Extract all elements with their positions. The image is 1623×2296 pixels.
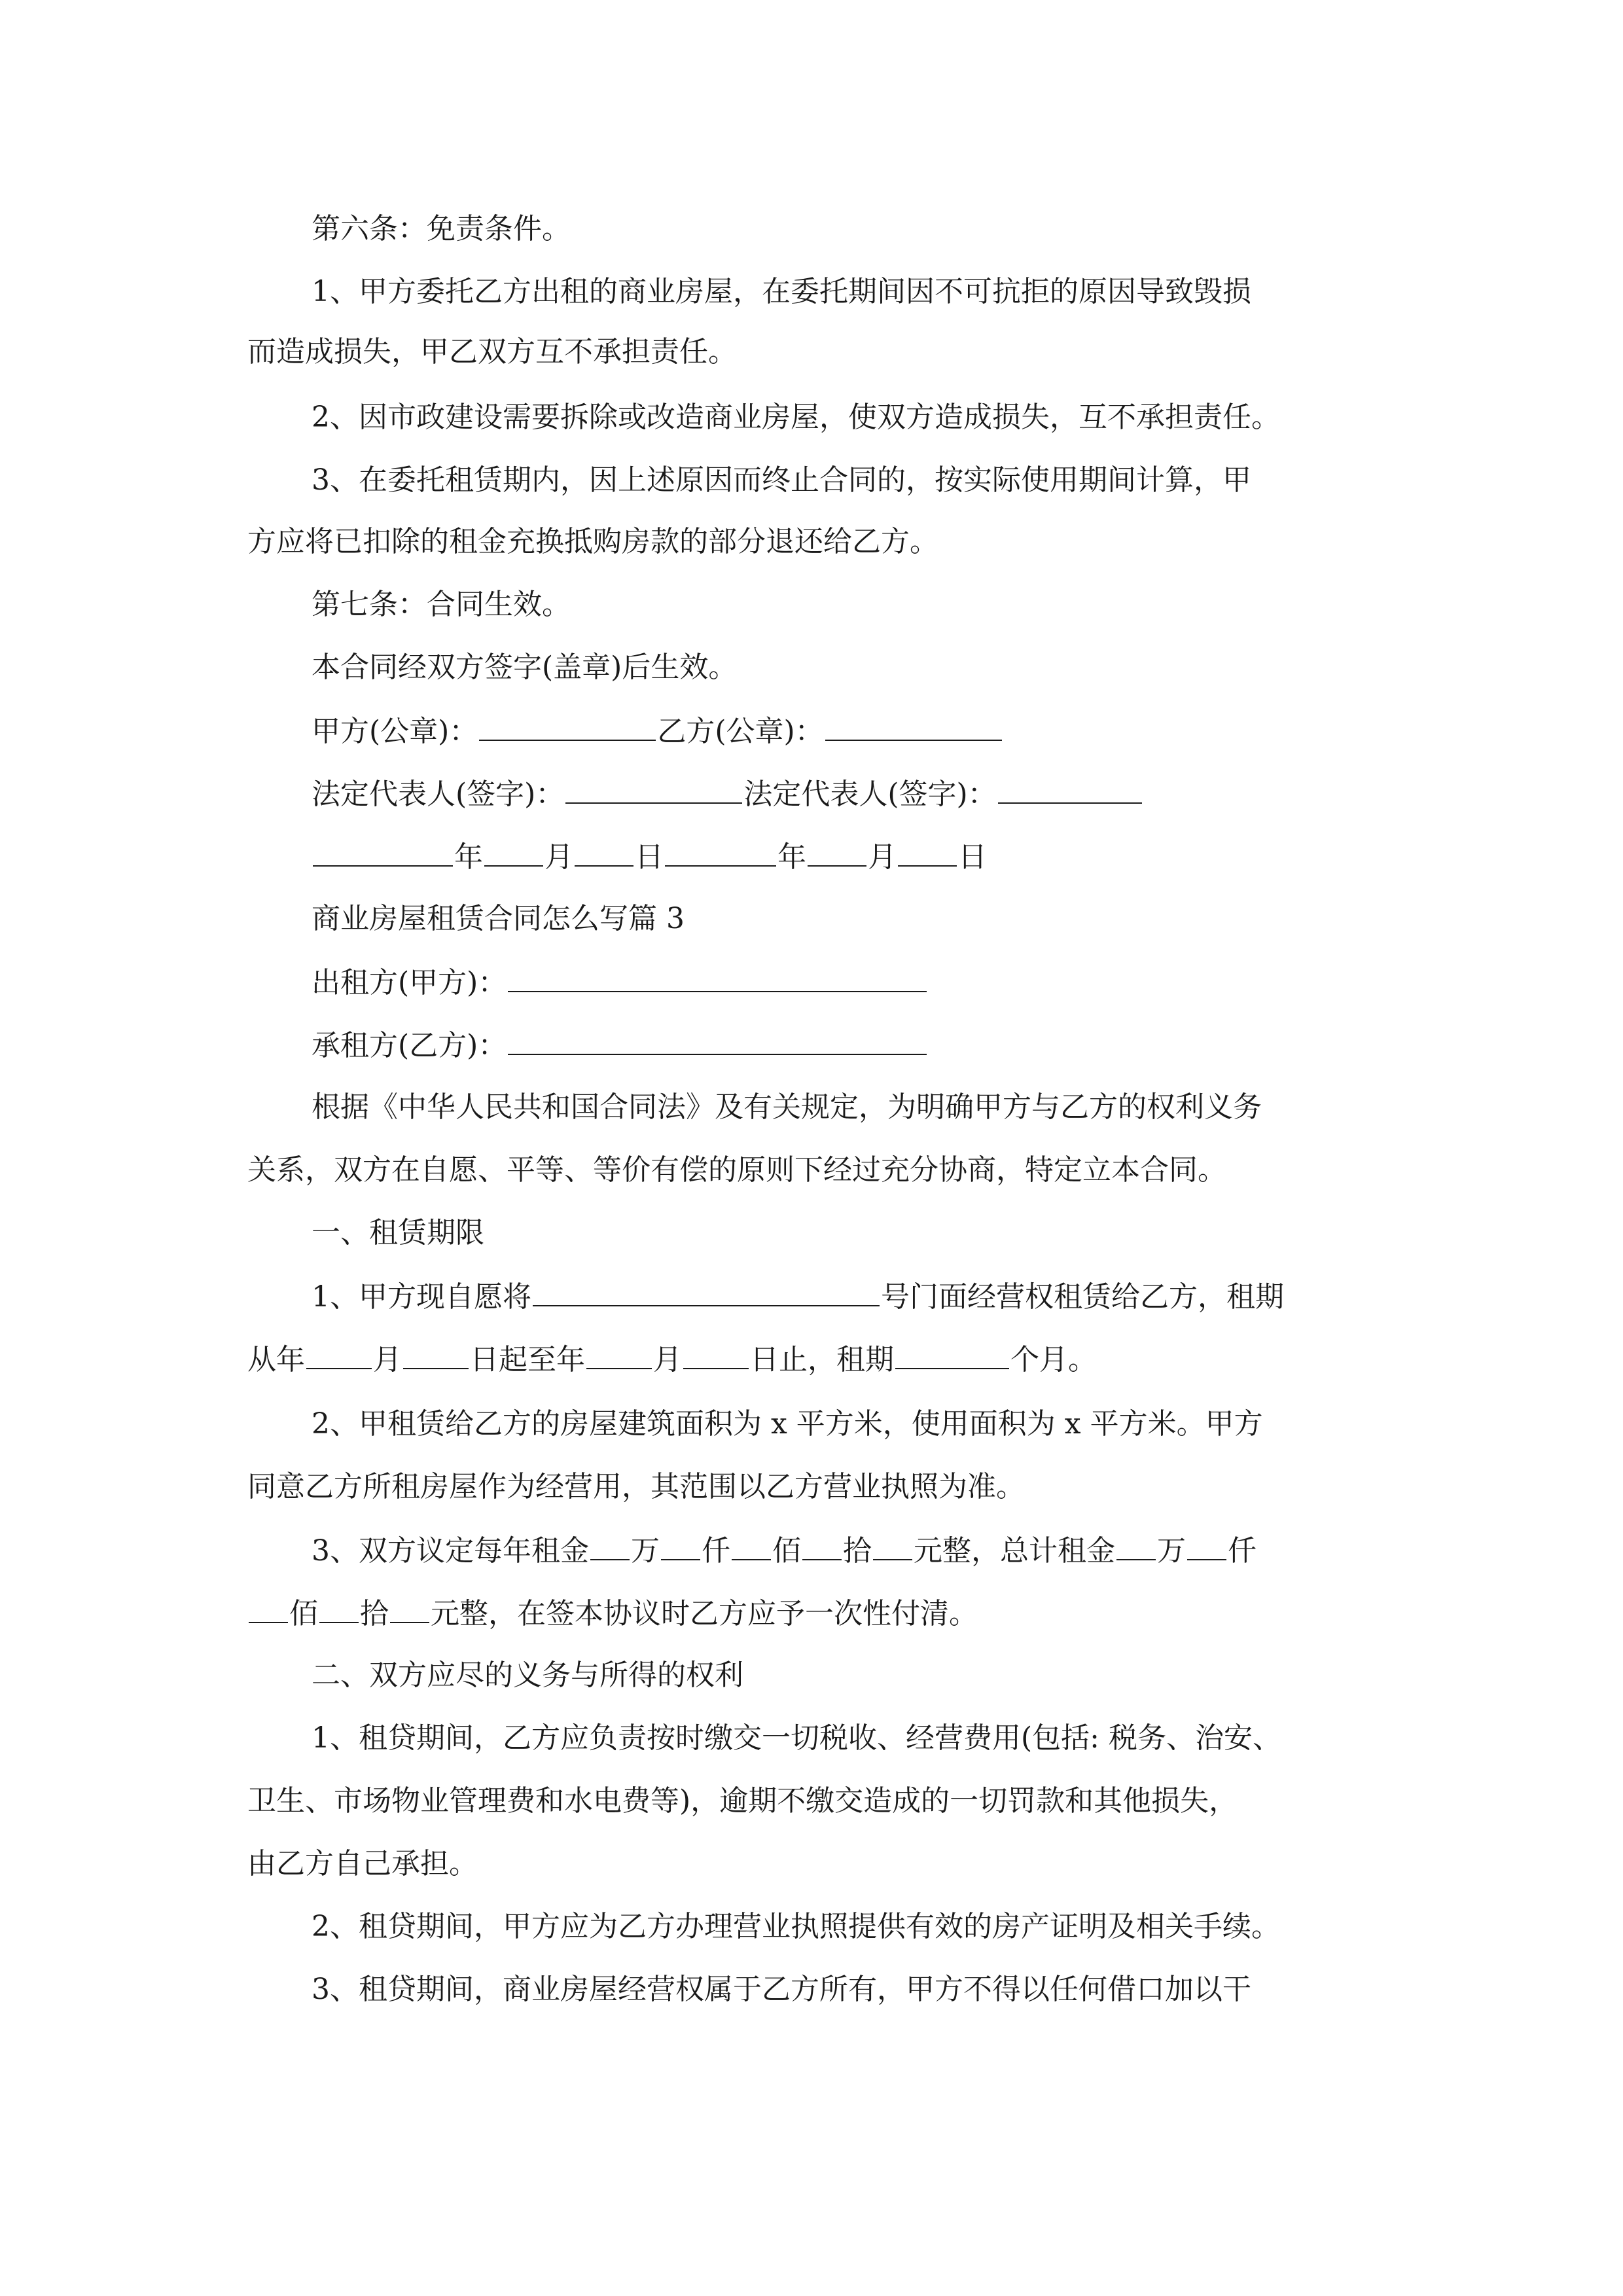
total-yuan-blank[interactable]: [390, 1593, 429, 1623]
clause-text: 3、双方议定每年租金: [312, 1534, 589, 1568]
paragraph-text: 根据《中华人民共和国合同法》及有关规定，为明确甲方与乙方的权利义务: [312, 1090, 1262, 1124]
annual-wan-blank[interactable]: [590, 1530, 630, 1560]
duty-clause-1-cont: [247, 1782, 1238, 1821]
clause-text: 月: [653, 1343, 682, 1376]
clause-text: 3、在委托租赁期内，因上述原因而终止合同的，按实际使用期间计算，甲: [312, 463, 1251, 497]
term-clause-1: [312, 1276, 1284, 1317]
unit-text: 佰: [289, 1597, 318, 1630]
clause-text: 1、甲方现自愿将: [312, 1280, 531, 1314]
article-7-text: [312, 648, 737, 687]
heading-text: 二、双方应尽的义务与所得的权利: [312, 1659, 743, 1692]
lessor-label: 出租方(甲方)：: [312, 966, 507, 999]
clause-text: 卫生、市场物业管理费和水电费等)，逾期不缴交造成的一切罚款和其他损失，: [247, 1784, 1238, 1818]
unit-text: 仟: [702, 1534, 730, 1568]
clause-text: 2、租贷期间，甲方应为乙方办理营业执照提供有效的房产证明及相关手续。: [312, 1910, 1280, 1943]
unit-text: 万: [631, 1534, 660, 1568]
article-7-title: [312, 585, 571, 624]
date-a-year-blank[interactable]: [313, 836, 453, 867]
duty-clause-3: [312, 1970, 1251, 2009]
clause-text: 方应将已扣除的租金充换抵购房款的部分退还给乙方。: [247, 525, 938, 558]
clause-text: 个月。: [1010, 1343, 1097, 1376]
year-label: 年: [777, 840, 806, 874]
total-bai-blank[interactable]: [249, 1593, 288, 1623]
clause-text: 从年: [247, 1343, 305, 1376]
clause-text: 日止，租期: [750, 1343, 894, 1376]
month-label: 月: [868, 840, 897, 874]
article-7-title-text: 第七条：合同生效。: [312, 588, 571, 621]
article-6-title-text: 第六条：免责条件。: [312, 212, 571, 245]
unit-text: 拾: [360, 1597, 389, 1630]
total-wan-blank[interactable]: [1116, 1530, 1156, 1560]
unit-text: 佰: [772, 1534, 801, 1568]
intro-paragraph: [312, 1088, 1262, 1127]
clause-text: 而造成损失，甲乙双方互不承担责任。: [247, 335, 737, 368]
lessor-line: [312, 962, 928, 1003]
article-6-clause-1-cont: [247, 332, 737, 372]
article-6-clause-1: [312, 272, 1251, 312]
clause-text: 本合同经双方签字(盖章)后生效。: [312, 651, 738, 684]
annual-shi-blank[interactable]: [802, 1530, 842, 1560]
paragraph-text: 关系，双方在自愿、平等、等价有偿的原则下经过充分协商，特定立本合同。: [247, 1153, 1226, 1187]
month-label: 月: [544, 840, 573, 874]
start-month-blank[interactable]: [306, 1339, 372, 1369]
party-a-seal-label: 甲方(公章)：: [312, 715, 478, 748]
clause-text: 2、甲租赁给乙方的房屋建筑面积为 x 平方米，使用面积为 x 平方米。甲方: [312, 1407, 1263, 1441]
signature-seal-line: [312, 711, 1003, 751]
duty-clause-1-cont2: [247, 1844, 478, 1884]
annual-yuan-blank[interactable]: [873, 1530, 912, 1560]
unit-text: 万: [1157, 1534, 1186, 1568]
term-clause-2-cont: [247, 1467, 1025, 1507]
rep-a-blank[interactable]: [565, 774, 742, 804]
end-day-blank[interactable]: [683, 1339, 749, 1369]
term-clause-3: [312, 1530, 1257, 1571]
rep-b-label: 法定代表人(签字)：: [743, 778, 997, 811]
term-clause-3-cont: [247, 1593, 978, 1634]
clause-text: 元整，在签本协议时乙方应予一次性付清。: [431, 1597, 978, 1630]
clause-text: 1、租贷期间，乙方应负责按时缴交一切税收、经营费用(包括: 税务、治安、: [312, 1721, 1281, 1755]
clause-text: 3、租贷期间，商业房屋经营权属于乙方所有，甲方不得以任何借口加以干: [312, 1973, 1251, 2006]
date-b-month-blank[interactable]: [808, 836, 866, 867]
article-6-clause-3: [312, 461, 1251, 500]
clause-text: 元整，总计租金: [914, 1534, 1115, 1568]
end-month-blank[interactable]: [586, 1339, 652, 1369]
unit-text: 拾: [843, 1534, 872, 1568]
clause-text: 同意乙方所租房屋作为经营用，其范围以乙方营业执照为准。: [247, 1470, 1025, 1503]
clause-text: 号门面经营权租赁给乙方，租期: [881, 1280, 1284, 1314]
duty-clause-2: [312, 1907, 1280, 1946]
party-a-seal-blank[interactable]: [479, 711, 656, 741]
date-a-month-blank[interactable]: [484, 836, 543, 867]
total-qian-blank[interactable]: [1187, 1530, 1226, 1560]
party-b-seal-blank[interactable]: [825, 711, 1002, 741]
party-b-seal-label: 乙方(公章)：: [657, 715, 824, 748]
lessor-blank[interactable]: [508, 962, 927, 992]
article-6-clause-3-cont: [247, 522, 938, 562]
clause-text: 月: [373, 1343, 402, 1376]
year-label: 年: [454, 840, 483, 874]
lessee-label: 承租方(乙方)：: [312, 1029, 507, 1062]
clause-text: 日起至年: [470, 1343, 585, 1376]
clause-text: 2、因市政建设需要拆除或改造商业房屋，使双方造成损失，互不承担责任。: [312, 401, 1280, 434]
annual-qian-blank[interactable]: [661, 1530, 700, 1560]
clause-text: 1、甲方委托乙方出租的商业房屋，在委托期间因不可抗拒的原因导致毁损: [312, 275, 1251, 308]
rep-a-label: 法定代表人(签字)：: [312, 778, 565, 811]
heading-text: 一、租赁期限: [312, 1216, 484, 1249]
date-line: [312, 836, 987, 877]
unit-text: 仟: [1228, 1534, 1257, 1568]
rep-b-blank[interactable]: [998, 774, 1142, 804]
date-b-year-blank[interactable]: [665, 836, 776, 867]
heading-obligations: [312, 1656, 743, 1695]
date-a-day-blank[interactable]: [575, 836, 633, 867]
duty-clause-1: [312, 1719, 1281, 1758]
date-b-day-blank[interactable]: [898, 836, 957, 867]
section-title-text: 商业房屋租赁合同怎么写篇 3: [312, 902, 685, 935]
term-months-blank[interactable]: [895, 1339, 1009, 1369]
section-3-title: [312, 899, 685, 939]
clause-text: 由乙方自己承担。: [247, 1847, 478, 1880]
heading-lease-term: [312, 1213, 484, 1253]
day-label: 日: [958, 840, 987, 874]
annual-bai-blank[interactable]: [732, 1530, 771, 1560]
intro-paragraph-cont: [247, 1151, 1226, 1190]
lessee-line: [312, 1025, 928, 1066]
shop-number-blank[interactable]: [533, 1276, 880, 1306]
day-label: 日: [635, 840, 664, 874]
start-day-blank[interactable]: [403, 1339, 469, 1369]
term-clause-1-cont: [247, 1339, 1097, 1380]
article-6-clause-2: [312, 398, 1280, 437]
total-shi-blank[interactable]: [319, 1593, 359, 1623]
term-clause-2: [312, 1405, 1263, 1444]
legal-representative-line: [312, 774, 1143, 814]
article-6-title: [312, 209, 571, 249]
lessee-blank[interactable]: [508, 1025, 927, 1055]
